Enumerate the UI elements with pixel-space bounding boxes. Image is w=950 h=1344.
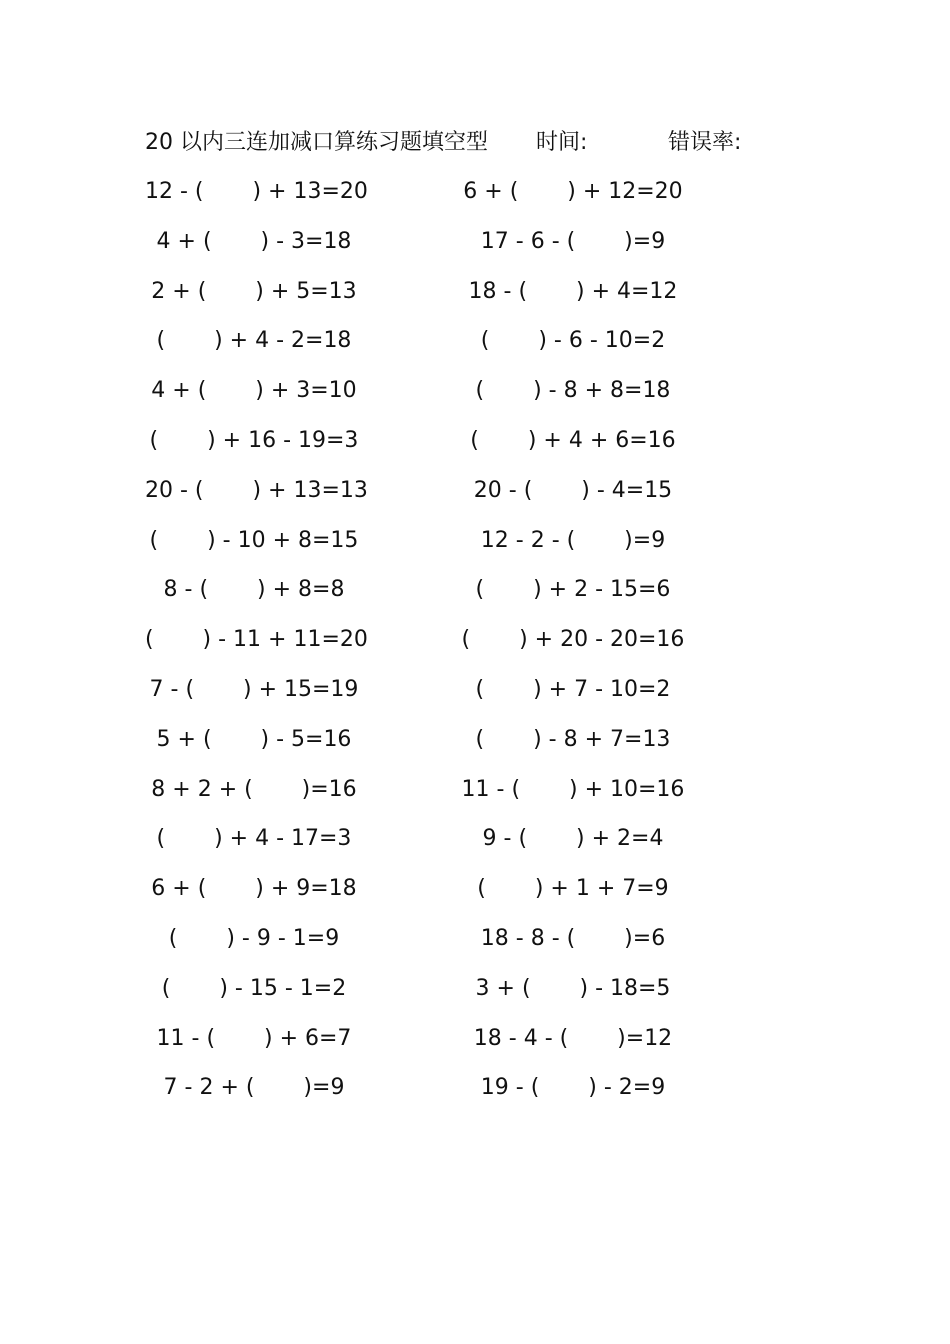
right-problem-8: 12 - 2 - ( )=9 <box>480 527 666 553</box>
worksheet-header <box>145 127 785 159</box>
left-problem-16: ( ) - 9 - 1=9 <box>168 925 340 951</box>
time-label: 时间: <box>536 130 588 155</box>
left-problem-column <box>145 175 368 1121</box>
left-problem-15: 6 + ( ) + 9=18 <box>151 876 357 902</box>
right-problem-15: ( ) + 1 + 7=9 <box>477 876 669 902</box>
right-problem-1: 6 + ( ) + 12=20 <box>463 179 683 204</box>
error-rate-label: 错误率: <box>668 130 742 155</box>
left-problem-3: 2 + ( ) + 5=13 <box>151 278 357 304</box>
right-problem-10: ( ) + 20 - 20=16 <box>461 627 685 653</box>
left-problem-12: 5 + ( ) - 5=16 <box>156 726 352 752</box>
left-problem-13: 8 + 2 + ( )=16 <box>151 776 357 802</box>
right-problem-13: 11 - ( ) + 10=16 <box>461 776 685 802</box>
right-problem-19: 19 - ( ) - 2=9 <box>480 1075 666 1101</box>
right-problem-9: ( ) + 2 - 15=6 <box>475 577 671 603</box>
left-problem-4: ( ) + 4 - 2=18 <box>156 328 352 354</box>
right-problem-11: ( ) + 7 - 10=2 <box>475 676 671 702</box>
right-problem-column <box>458 175 688 1121</box>
left-problem-8: ( ) - 10 + 8=15 <box>149 527 359 553</box>
left-problem-9: 8 - ( ) + 8=8 <box>163 577 345 603</box>
right-problem-5: ( ) - 8 + 8=18 <box>475 378 671 404</box>
left-problem-19: 7 - 2 + ( )=9 <box>163 1075 345 1101</box>
right-problem-18: 18 - 4 - ( )=12 <box>473 1025 673 1051</box>
left-problem-11: 7 - ( ) + 15=19 <box>149 676 359 702</box>
right-problem-3: 18 - ( ) + 4=12 <box>468 278 678 304</box>
right-problem-16: 18 - 8 - ( )=6 <box>480 925 666 951</box>
left-problem-7: 20 - ( ) + 13=13 <box>145 477 368 503</box>
right-problem-12: ( ) - 8 + 7=13 <box>475 726 671 752</box>
right-problem-17: 3 + ( ) - 18=5 <box>475 975 671 1001</box>
left-problem-6: ( ) + 16 - 19=3 <box>149 427 359 453</box>
left-problem-18: 11 - ( ) + 6=7 <box>156 1025 352 1051</box>
left-problem-2: 4 + ( ) - 3=18 <box>156 228 352 254</box>
right-problem-6: ( ) + 4 + 6=16 <box>470 427 676 453</box>
right-problem-2: 17 - 6 - ( )=9 <box>480 228 666 254</box>
left-problem-10: ( ) - 11 + 11=20 <box>145 627 368 653</box>
left-problem-14: ( ) + 4 - 17=3 <box>156 826 352 852</box>
right-problem-7: 20 - ( ) - 4=15 <box>473 477 673 503</box>
worksheet-title: 20 以内三连加减口算练习题填空型 <box>145 130 488 155</box>
left-problem-17: ( ) - 15 - 1=2 <box>161 975 347 1001</box>
left-problem-5: 4 + ( ) + 3=10 <box>151 378 357 404</box>
right-problem-14: 9 - ( ) + 2=4 <box>482 826 664 852</box>
right-problem-4: ( ) - 6 - 10=2 <box>480 328 666 354</box>
left-problem-1: 12 - ( ) + 13=20 <box>145 179 368 204</box>
